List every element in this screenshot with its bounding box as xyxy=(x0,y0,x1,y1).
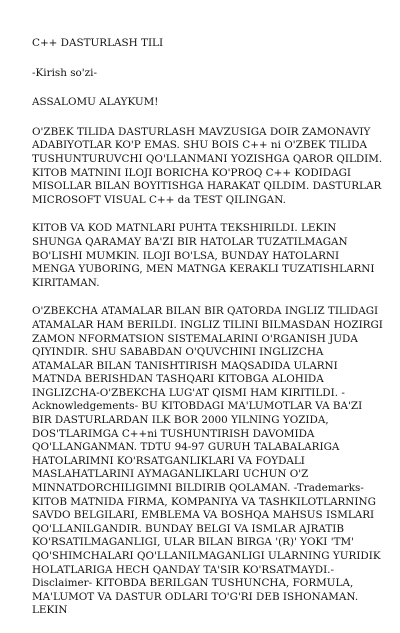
document-title: C++ DASTURLASH TILI xyxy=(32,37,164,49)
document-subtitle: -Kirish so'zi- xyxy=(32,66,97,79)
document-page xyxy=(32,37,384,633)
paragraph-terms: O'ZBEKCHA ATAMALAR BILAN BIR QATORDA INGLIZ TILIDAGI ATAMALAR HAM BERILDI. INGLIZ TILINI BILMASDAN HOZIRGI ZAMON NFORMATSION SISTEMALARINI O'RGANISH JUDA QIYINDIR. SHU SABABDAN O'QUVCHINI INGLIZCHA ATAMALAR BILAN TANISHTIRISH MAQSADIDA ULARNI MATNDA BERISHDAN TASHQARI KITOBGA ALOHIDA INGLIZCHA-O'ZBEKCHA LUG'AT QISMI HAM KIRITILDI. -Acknowledgements- BU KITOBDAGI MA'LUMOTLAR VA BA'ZI BIR DASTURLARDAN ILK BOR 2000 YILNING YOZIDA, DOS'TLARIMGA C++ni TUSHUNTIRISH DAVOMIDA QO'LLANGANMAN. TDTU 94-97 GURUH TALABALARIGA HATOLARIMNI KO'RSATGANLIKLARI VA FOYDALI MASLAHATLARINI AYMAGANLIKLARI UCHUN O'Z MINNATDORCHILIGIMNI BILDIRIB QOLAMAN. -Trademarks- KITOB MATNIDA FIRMA, KOMPANIYA VA TASHKILOTLARNING SAVDO BELGILARI, EMBLEMA VA BOSHQA MAHSUS ISMLARI QO'LLANILGANDIR. BUNDAY BELGI VA ISMLAR AJRATIB KO'RSATILMAGANLIGI, ULAR BILAN BIRGA '(R)' YOKI 'TM' QO'SHIMCHALARI QO'LLANILMAGANLIGI ULARNING YURIDIK HOLATLARIGA HECH QANDAY TA'SIR KO'RSATMAYDI.- Disclaimer- KITOBDA BERILGAN TUSHUNCHA, FORMULA, MA'LUMOT VA DASTUR ODLARI TO'G'RI DEB ISHONAMAN. LEKIN xyxy=(32,305,383,617)
paragraph-review: KITOB VA KOD MATNLARI PUHTA TEKSHIRILDI. LEKIN SHUNGA QARAMAY BA'ZI BIR HATOLAR TUZATILMAGAN BO'LISHI MUMKIN. ILOJI BO'LSA, BUNDAY HATOLARNI MENGA YUBORING, MEN MATNGA KERAKLI TUZATISHLARNI KIRITAMAN. xyxy=(32,222,375,289)
greeting: ASSALOMU ALAYKUM! xyxy=(32,96,159,109)
paragraph-intro: O'ZBEK TILIDA DASTURLASH MAVZUSIGA DOIR ZAMONAVIY ADABIYOTLAR KO'P EMAS. SHU BOIS C++ ni O'ZBEK TILIDA TUSHUNTURUVCHI QO'LLANMANI YOZISHGA QAROR QILDIM. KITOB MATNINI ILOJI BORICHA KO'PROQ C++ KODIDAGI MISOLLAR BILAN BOYITISHGA HARAKAT QILDIM. DASTURLAR MICROSOFT VISUAL C++ da TEST QILINGAN. xyxy=(32,125,383,206)
